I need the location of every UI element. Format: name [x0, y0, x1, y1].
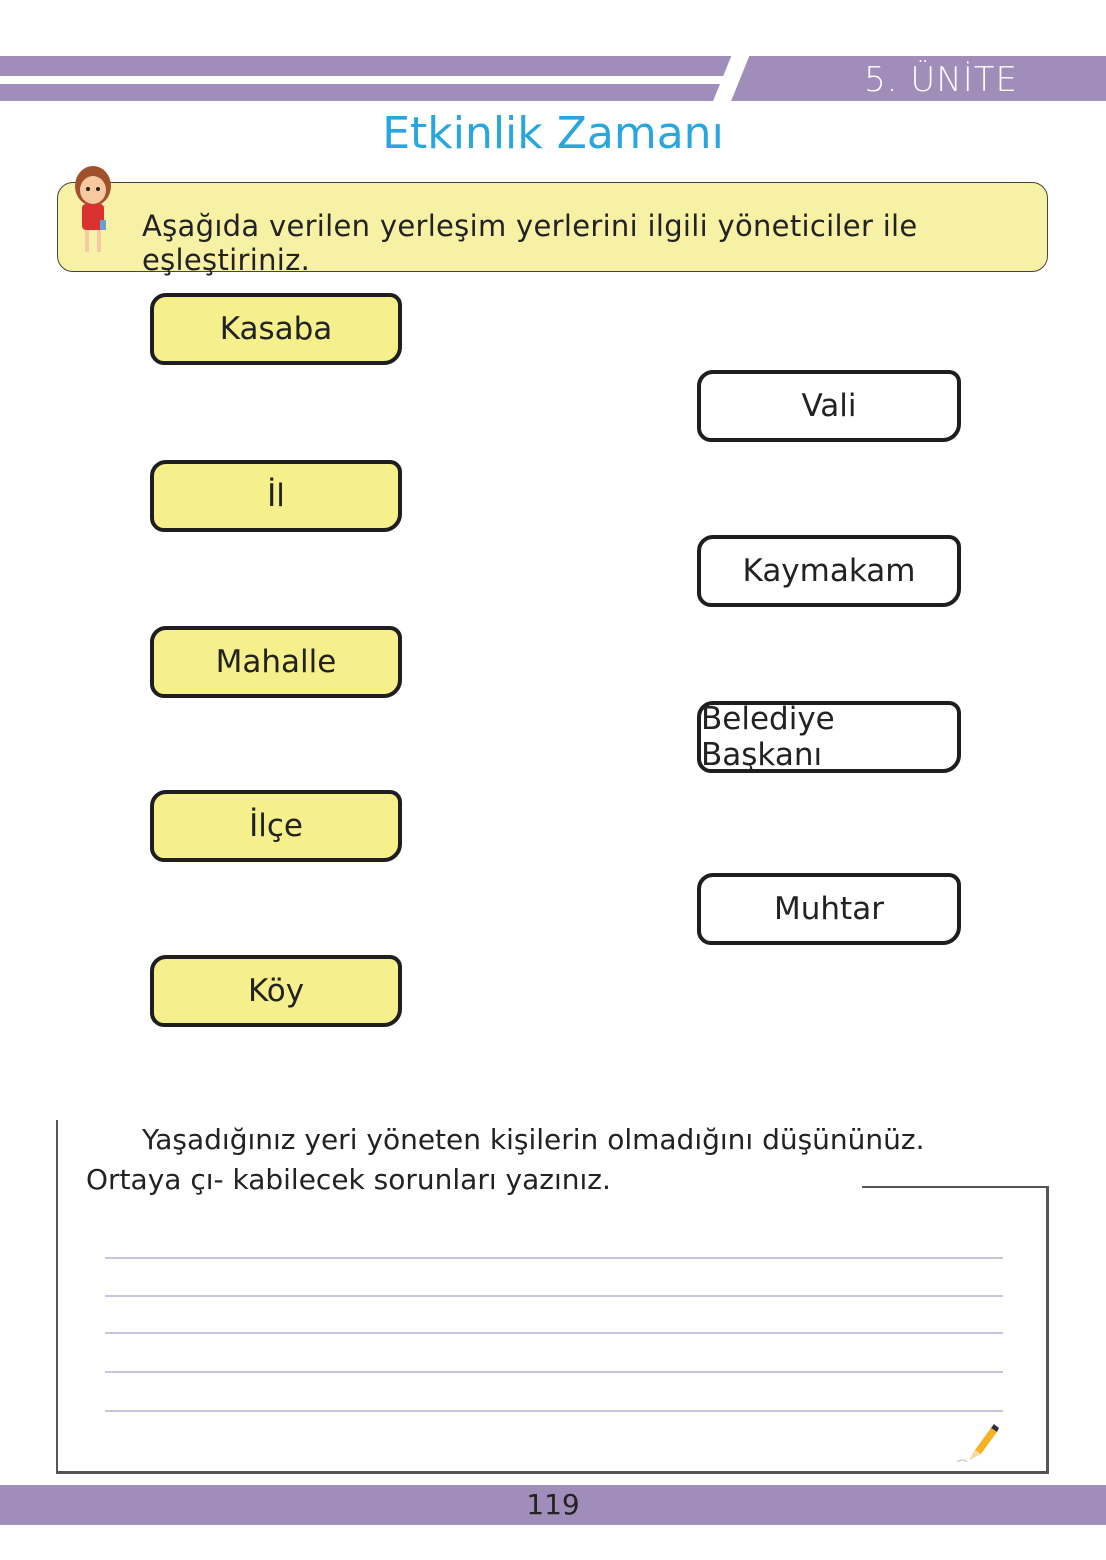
place-label: Kasaba — [219, 311, 333, 347]
admin-box-muhtar[interactable] — [697, 873, 961, 945]
writing-line[interactable] — [105, 1257, 1003, 1259]
instruction-text: Aşağıda verilen yerleşim yerlerini ilgili yöneticiler ile eşleştiriniz. — [142, 209, 918, 277]
answer-frame-bottom — [56, 1471, 1049, 1474]
place-box-mahalle[interactable] — [150, 626, 402, 698]
unit-label: 5. ÜNİTE — [864, 60, 1018, 100]
writing-line[interactable] — [105, 1295, 1003, 1297]
admin-label: Belediye Başkanı — [701, 701, 835, 773]
writing-line[interactable] — [105, 1410, 1003, 1412]
place-box-koy[interactable] — [150, 955, 402, 1027]
writing-line[interactable] — [105, 1332, 1003, 1334]
place-label: Mahalle — [215, 644, 337, 680]
page-title: Etkinlik Zamanı — [382, 108, 724, 159]
admin-label: Vali — [801, 388, 857, 424]
admin-label: Kaymakam — [742, 553, 916, 589]
admin-label: Muhtar — [774, 891, 884, 927]
instruction-box — [57, 182, 1048, 277]
admin-box-belediye-baskani[interactable] — [697, 701, 961, 773]
place-label: Köy — [247, 973, 305, 1009]
page-number: 119 — [526, 1488, 580, 1521]
place-label: İlçe — [249, 808, 303, 844]
admin-box-vali[interactable] — [697, 370, 961, 442]
question-text: Yaşadığınız yeri yöneten kişilerin olmadığını düşününüz. Ortaya çı- kabilecek sorunları yazınız. — [86, 1123, 925, 1196]
place-box-il[interactable] — [150, 460, 402, 532]
admin-box-kaymakam[interactable] — [697, 535, 961, 607]
writing-line[interactable] — [105, 1371, 1003, 1373]
girl-character-icon — [66, 164, 120, 258]
place-box-ilce[interactable] — [150, 790, 402, 862]
pencil-icon — [955, 1422, 1001, 1466]
answer-frame-left — [56, 1120, 58, 1473]
answer-frame-right — [1046, 1186, 1049, 1474]
place-label: İl — [267, 478, 285, 514]
place-box-kasaba[interactable] — [150, 293, 402, 365]
